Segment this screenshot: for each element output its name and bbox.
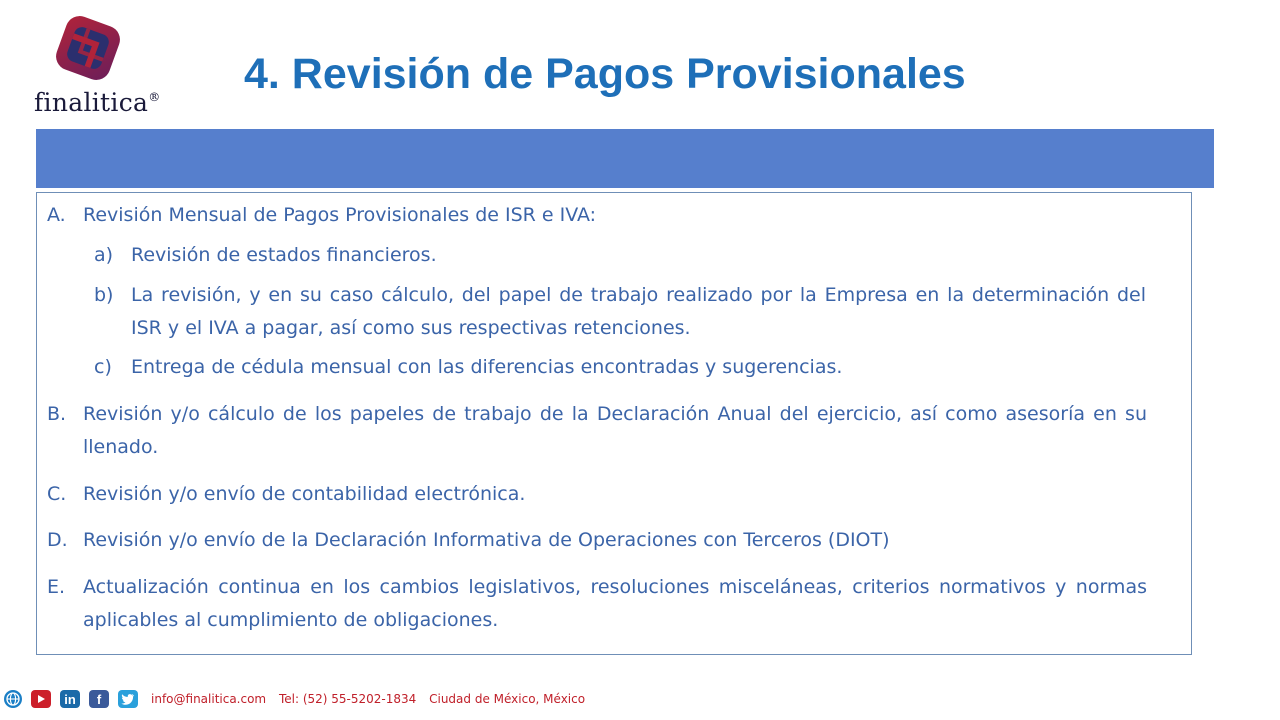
sub-list-item	[94, 239, 1146, 272]
list-item	[47, 571, 1147, 637]
list-item-text: Entrega de cédula mensual con las diferencias encontradas y sugerencias.	[131, 356, 843, 378]
list-item-text: Revisión y/o envío de la Declaración Informativa de Operaciones con Terceros (DIOT)	[83, 529, 890, 551]
twitter-icon[interactable]	[118, 690, 138, 708]
list-marker: E.	[47, 576, 66, 598]
company-logo	[34, 10, 161, 120]
list-item	[47, 199, 1147, 232]
list-item-text: Revisión y/o cálculo de los papeles de trabajo de la Declaración Anual del ejercicio, así como asesoría en su llenado.	[83, 403, 1147, 458]
footer-location: Ciudad de México, México	[429, 692, 586, 706]
list-marker: C.	[47, 483, 67, 505]
list-marker: a)	[94, 244, 114, 266]
list-marker: A.	[47, 204, 66, 226]
list-item	[47, 398, 1147, 464]
list-item-text: Revisión Mensual de Pagos Provisionales de ISR e IVA:	[83, 204, 597, 226]
list-item-text: Actualización continua en los cambios legislativos, resoluciones misceláneas, criterios normativos y normas aplicables al cumplimiento de obligaciones.	[83, 576, 1147, 631]
youtube-icon[interactable]	[31, 690, 51, 708]
header-band	[36, 129, 1214, 188]
list-item-text: Revisión de estados financieros.	[131, 244, 437, 266]
footer-phone: Tel: (52) 55-5202-1834	[278, 692, 417, 706]
sub-list-item	[94, 279, 1146, 345]
list-marker: c)	[94, 356, 112, 378]
list-marker: B.	[47, 403, 67, 425]
linkedin-icon[interactable]: in	[60, 690, 80, 708]
footer-contact	[151, 692, 594, 706]
list-item	[47, 524, 1147, 557]
footer-email-link[interactable]: info@finalitica.com	[151, 692, 267, 706]
services-list-box	[36, 192, 1192, 655]
web-icon[interactable]	[4, 690, 22, 708]
facebook-icon[interactable]: f	[89, 690, 109, 708]
footer-bar	[4, 688, 594, 710]
logo-wordmark: finalitica®	[34, 88, 161, 117]
sub-list-item	[94, 351, 1146, 384]
page-title: 4. Revisión de Pagos Provisionales	[244, 50, 966, 98]
logo-mark-icon	[56, 12, 120, 92]
list-marker: b)	[94, 284, 114, 306]
list-item-text: Revisión y/o envío de contabilidad electrónica.	[83, 483, 526, 505]
list-item-text: La revisión, y en su caso cálculo, del papel de trabajo realizado por la Empresa en la determinación del ISR y el IVA a pagar, así como sus respectivas retenciones.	[131, 284, 1146, 339]
list-item	[47, 478, 1147, 511]
list-marker: D.	[47, 529, 68, 551]
